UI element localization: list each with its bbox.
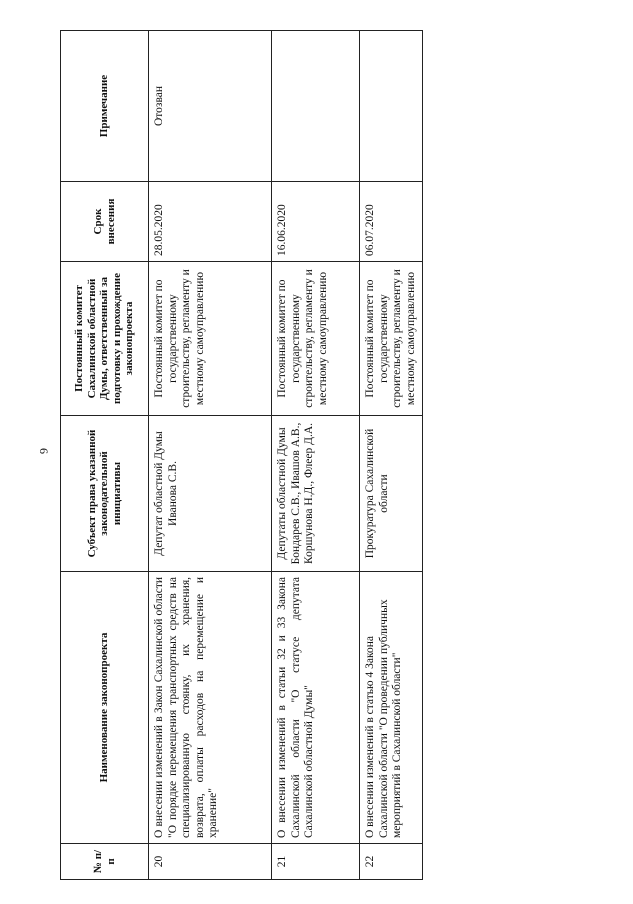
row-note [360, 31, 423, 182]
row-num: 22 [360, 844, 423, 880]
row-committee: Постоянный комитет по государственному строительству, регламенту и местному самоуправлению [360, 262, 423, 416]
rotated-table-container [60, 30, 422, 880]
row-subject: Прокуратура Сахалинской области [360, 416, 423, 572]
header-subject: Субъект права указанной законодательной инициативы [61, 416, 149, 572]
header-note: Примечание [61, 31, 149, 182]
row-note [272, 31, 360, 182]
row-date: 16.06.2020 [272, 182, 360, 262]
row-date: 06.07.2020 [360, 182, 423, 262]
row-name: О внесении изменений в Закон Сахалинской области "О порядке перемещения транспортных средств на специализированную стоянку, их хранения, возврата, оплаты расходов на перемещение и хранение" [149, 572, 272, 844]
page-number: 6 [37, 448, 51, 454]
row-subject: Депутаты областной Думы Бондарев С.В., Ивашов А.В., Коршунова Н.Д., Флеер Д.А. [272, 416, 360, 572]
row-date: 28.05.2020 [149, 182, 272, 262]
header-name: Наименование законопроекта [61, 572, 149, 844]
table-row [272, 31, 360, 880]
bills-table [60, 30, 423, 880]
table-header-row [61, 31, 149, 880]
row-subject: Депутат областной Думы Иванова С.В. [149, 416, 272, 572]
table-row [360, 31, 423, 880]
row-name: О внесении изменений в статьи 32 и 33 Закона Сахалинской области "О статусе депутата Сахалинской областной Думы" [272, 572, 360, 844]
row-num: 20 [149, 844, 272, 880]
table-row [149, 31, 272, 880]
header-date: Срок внесения [61, 182, 149, 262]
row-committee: Постоянный комитет по государственному строительству, регламенту и местному самоуправлению [149, 262, 272, 416]
header-num: № п/п [61, 844, 149, 880]
row-name: О внесении изменений в статью 4 Закона Сахалинской области "О проведении публичных мероприятий в Сахалинской области" [360, 572, 423, 844]
header-committee: Постоянный комитет Сахалинской областной Думы, ответственный за подготовку и прохождение законопроекта [61, 262, 149, 416]
row-committee: Постоянный комитет по государственному строительству, регламенту и местному самоуправлению [272, 262, 360, 416]
row-note: Отозван [149, 31, 272, 182]
row-num: 21 [272, 844, 360, 880]
